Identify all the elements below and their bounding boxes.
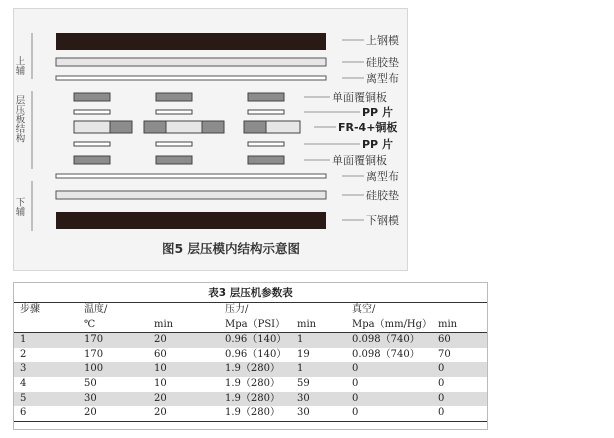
table-cell: 0 (432, 392, 487, 407)
table-cell: 1 (14, 333, 78, 348)
table-title: 表3 层压机参数表 (208, 287, 293, 299)
parameter-table (14, 302, 487, 422)
laminate-diagram (14, 9, 409, 272)
table-cell: 1.9（280） (225, 377, 280, 389)
table-row (14, 362, 487, 377)
header-cell (432, 303, 487, 318)
release-cloth-top (56, 76, 326, 80)
pp-sheet-bottom (74, 142, 110, 146)
table-cell: 2 (20, 348, 27, 360)
laminate-structure-figure (13, 8, 408, 271)
pp-sheet-bottom (248, 142, 284, 146)
header-cell: Mpa（PSI） (219, 318, 291, 333)
table-cell: 1.9（280） (219, 392, 291, 407)
table-cell: 0 (346, 362, 432, 377)
table-cell: 19 (297, 348, 310, 360)
table-cell: 20 (148, 333, 219, 348)
table-cell: 1.9（280） (219, 406, 291, 421)
table-cell: 4 (20, 377, 27, 389)
table-cell: 50 (84, 377, 97, 389)
table-cell: 0 (438, 377, 445, 389)
table-cell: 0 (346, 392, 432, 407)
label-release-cloth-bottom: 离型布 (366, 170, 399, 183)
header-row-2 (14, 318, 487, 333)
label-upper-steel: 上钢模 (366, 34, 399, 47)
table-cell: 0 (432, 362, 487, 377)
table-cell: 1 (291, 362, 346, 377)
table-cell: 100 (78, 362, 148, 377)
table-cell: 70 (438, 348, 451, 360)
single-clad-board-bottom (156, 156, 192, 164)
table-cell: 5 (14, 392, 78, 407)
label-single-clad-bottom: 单面覆铜板 (332, 154, 387, 167)
single-clad-board-top (156, 93, 192, 101)
table-cell: 0 (432, 406, 487, 421)
header-cell: 压力/ (219, 303, 291, 318)
header-cell: ℃ (78, 318, 148, 333)
label-pp-top: PP 片 (362, 106, 393, 119)
header-cell: min (291, 318, 346, 333)
table-cell: 30 (291, 406, 346, 421)
table-cell: 170 (84, 348, 104, 360)
table-cell: 60 (154, 348, 167, 360)
table-cell: 0 (352, 377, 359, 389)
group-label-bottom: 下辅 (14, 197, 25, 216)
header-cell: 真空/ (346, 303, 432, 318)
table-cell: 30 (78, 392, 148, 407)
single-clad-board-bottom (248, 156, 284, 164)
table-cell: 1 (291, 333, 346, 348)
table-cell: 30 (291, 392, 346, 407)
table-cell: 20 (78, 406, 148, 421)
label-core: FR-4+铜板 (338, 121, 398, 134)
table-cell: 1.9（280） (219, 362, 291, 377)
table-row (14, 377, 487, 392)
table-cell: 170 (78, 333, 148, 348)
pp-sheet-top (156, 110, 192, 114)
table-cell: 0.96（140） (225, 348, 287, 360)
table-cell: 0.098（740） (352, 348, 420, 360)
table-cell: 0.098（740） (346, 333, 432, 348)
pp-sheet-top (248, 110, 284, 114)
table-cell: 60 (432, 333, 487, 348)
header-cell: 温度/ (78, 303, 148, 318)
table-cell: 0.96（140） (219, 333, 291, 348)
header-cell: Mpa（mm/Hg） (346, 318, 432, 333)
header-cell: 步骤 (14, 303, 78, 318)
table-cell: 0 (346, 406, 432, 421)
label-pp-bottom: PP 片 (362, 138, 393, 151)
upper-steel-die (56, 33, 326, 50)
pp-sheet-bottom (156, 142, 192, 146)
figure-caption: 图5 层压模内结构示意图 (162, 241, 301, 256)
label-lower-steel: 下钢模 (366, 214, 399, 227)
label-release-cloth-top: 离型布 (366, 72, 399, 85)
label-single-clad-top: 单面覆铜板 (332, 91, 387, 104)
table-cell: 3 (14, 362, 78, 377)
header-cell (291, 303, 346, 318)
table-row (14, 392, 487, 407)
laminator-parameter-table (13, 282, 488, 430)
label-silicone-pad-top: 硅胶垫 (366, 56, 399, 69)
table-row (14, 348, 487, 363)
table-cell: 10 (154, 377, 167, 389)
table-cell: 20 (148, 406, 219, 421)
table-cell: 10 (148, 362, 219, 377)
silicone-pad-top (56, 58, 326, 66)
single-clad-board-top (248, 93, 284, 101)
header-cell: min (148, 318, 219, 333)
silicone-pad-bottom (56, 191, 326, 199)
table-cell: 20 (148, 392, 219, 407)
header-row-1 (14, 303, 487, 318)
release-cloth-bottom (56, 174, 326, 178)
header-cell (148, 303, 219, 318)
table-cell: 59 (297, 377, 310, 389)
table-row (14, 406, 487, 421)
lower-steel-die (56, 212, 326, 229)
group-label-top: 上辅 (14, 56, 25, 75)
header-cell: min (432, 318, 487, 333)
table-cell: 6 (14, 406, 78, 421)
header-cell (14, 318, 78, 333)
label-silicone-pad-bottom: 硅胶垫 (366, 189, 399, 202)
group-label-middle: 层压板结构 (14, 95, 25, 143)
table-row (14, 333, 487, 348)
pp-sheet-top (74, 110, 110, 114)
single-clad-board-bottom (74, 156, 110, 164)
single-clad-board-top (74, 93, 110, 101)
fr4-copper-core (74, 121, 300, 133)
